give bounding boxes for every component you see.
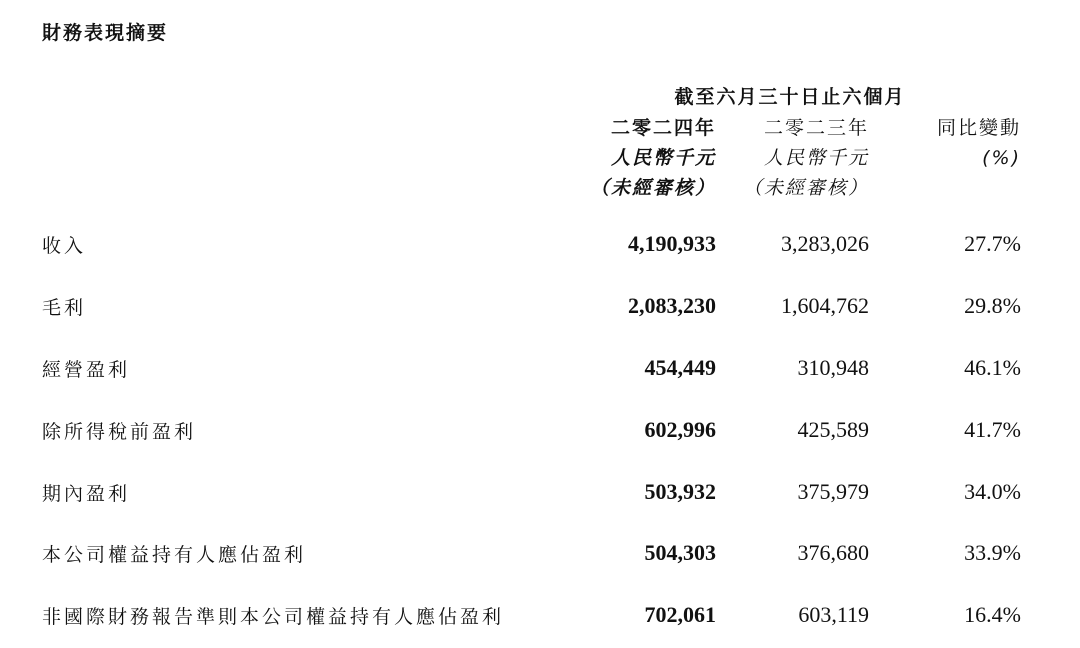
table-row-revenue <box>0 231 1080 261</box>
column-header-2024 <box>590 113 716 203</box>
row-label: 非國際財務報告準則本公司權益持有人應佔盈利 <box>42 606 505 628</box>
row-label: 經營盈利 <box>42 359 131 381</box>
row-label: 除所得稅前盈利 <box>42 421 197 443</box>
value-2024: 702,061 <box>644 602 716 627</box>
value-change: 41.7% <box>964 417 1021 442</box>
row-label: 期內盈利 <box>42 483 131 505</box>
value-2023: 3,283,026 <box>781 231 869 256</box>
table-row-non-ifrs-profit <box>0 602 1080 632</box>
row-label: 毛利 <box>42 297 87 319</box>
column-2024-unit: 人民幣千元 <box>610 147 716 169</box>
column-2023-year: 二零二三年 <box>763 117 869 139</box>
value-change: 46.1% <box>964 355 1021 380</box>
column-2023-note: （未經審核） <box>742 177 869 199</box>
value-2023: 425,589 <box>797 417 869 442</box>
value-2024: 602,996 <box>644 417 716 442</box>
value-2023: 375,979 <box>797 479 869 504</box>
value-change: 16.4% <box>964 602 1021 627</box>
column-header-change <box>937 113 1021 173</box>
value-2023: 1,604,762 <box>781 293 869 318</box>
value-change: 29.8% <box>964 293 1021 318</box>
table-row-operating-profit <box>0 355 1080 385</box>
column-header-2023 <box>743 113 869 203</box>
row-label: 收入 <box>42 235 87 257</box>
value-2023: 603,119 <box>798 602 869 627</box>
column-2023-unit: 人民幣千元 <box>763 147 869 169</box>
table-row-profit-attributable <box>0 540 1080 570</box>
column-2024-note: （未經審核） <box>589 177 716 199</box>
value-2024: 503,932 <box>644 479 716 504</box>
section-title: 財務表現摘要 <box>42 22 169 44</box>
value-2024: 504,303 <box>644 540 716 565</box>
value-2023: 376,680 <box>797 540 869 565</box>
column-change-title: 同比變動 <box>936 117 1021 139</box>
column-change-unit: (%) <box>982 147 1021 169</box>
table-row-profit-for-period <box>0 479 1080 509</box>
value-change: 27.7% <box>964 231 1021 256</box>
value-2024: 2,083,230 <box>628 293 716 318</box>
row-label: 本公司權益持有人應佔盈利 <box>42 544 307 566</box>
value-2024: 454,449 <box>644 355 716 380</box>
value-2023: 310,948 <box>797 355 869 380</box>
period-header: 截至六月三十日止六個月 <box>674 86 906 108</box>
column-2024-year: 二零二四年 <box>610 117 716 139</box>
value-change: 34.0% <box>964 479 1021 504</box>
table-row-profit-before-tax <box>0 417 1080 447</box>
value-change: 33.9% <box>964 540 1021 565</box>
value-2024: 4,190,933 <box>628 231 716 256</box>
table-row-gross-profit <box>0 293 1080 323</box>
